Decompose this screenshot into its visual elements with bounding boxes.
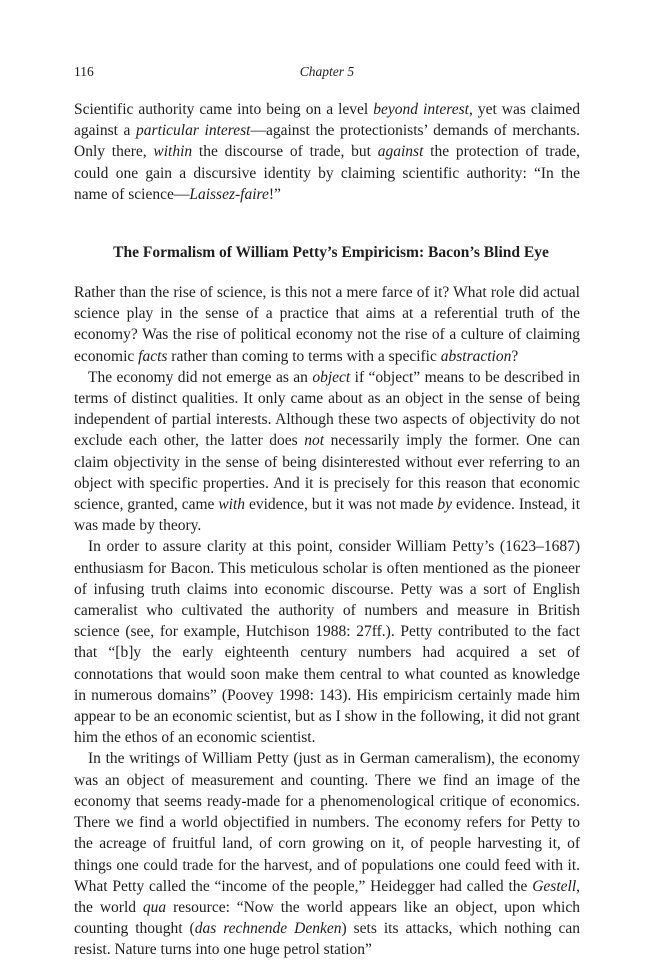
italic-emphasis: with — [218, 496, 246, 514]
body-text — [74, 99, 580, 961]
italic-emphasis: Gestell — [532, 877, 577, 895]
section-heading: The Formalism of William Petty’s Empiricism: Bacon’s Blind Eye — [113, 244, 549, 262]
italic-emphasis: qua — [142, 898, 167, 916]
page-number: 116 — [74, 64, 94, 79]
italic-emphasis: object — [312, 368, 351, 386]
italic-emphasis: by — [437, 496, 453, 514]
section-paragraph-2: The economy did not emerge as an object if “object” means to be described in terms of distinct qualities. It only came about as an object in the sense of being independent of partial interests. Although these two aspects of objectivity do not exclude each other, the latter does not necessarily imply the former. One can claim objectivity in the sense of being disinterested without ever referring to an object with specific properties. And it is precisely for this reason that economic science, granted, came with evidence, but it was not made by evidence. Instead, it was made by theory. — [74, 368, 580, 535]
italic-emphasis: not — [304, 432, 325, 450]
italic-emphasis: within — [153, 143, 193, 161]
italic-emphasis: abstraction — [440, 347, 512, 365]
italic-emphasis: facts — [138, 347, 168, 365]
running-head — [74, 62, 580, 82]
chapter-title: Chapter 5 — [299, 64, 355, 79]
italic-emphasis: against — [377, 143, 424, 161]
intro-paragraph: Scientific authority came into being on a level beyond interest, yet was claimed against a particular interest—against the protectionists’ demands of merchants. Only there, within the discourse of trade, but against the protection of trade, could one gain a discursive identity by claiming scientific authority: “In the name of science—Laissez-faire!” — [74, 101, 580, 203]
italic-emphasis: beyond interest — [373, 101, 469, 118]
section-paragraph-1: Rather than the rise of science, is this not a mere farce of it? What role did actual science play in the sense of a practice that aims at a referential truth of the economy? Was the rise of political economy not the rise of a culture of claiming economic facts rather than coming to terms with a specific abstraction? — [74, 284, 580, 365]
italic-emphasis: das rechnende Denken — [194, 920, 342, 938]
section-paragraph-3: In order to assure clarity at this point, consider William Petty’s (1623–1687) enthusiasm for Bacon. This meticulous scholar is often mentioned as the pioneer of infusing truth claims into economic discourse. Petty was a sort of English cameralist who cultivated the authority of numbers and measure in British science (see, for example, Hutchison 1988: 27ff.). Petty contributed to the fact that “[b]y the early eighteenth century numbers had acquired a set of connotations that would soon make them central to what counted as knowledge in numerous domains” (Poovey 1998: 143). His empiricism certainly made him appear to be an economic scientist, but as I show in the following, it did not grant him the ethos of an economic scientist. — [74, 538, 580, 747]
italic-emphasis: particular interest — [136, 122, 251, 140]
italic-emphasis: Laissez-faire — [189, 185, 269, 203]
section-paragraph-4: In the writings of William Petty (just as in German cameralism), the economy was an object of measurement and counting. There we find an image of the economy that seems ready-made for a phenomenological critique of economics. There we find a world objectified in numbers. The economy refers for Petty to the acreage of fruitful land, of corn growing on it, of people harvesting it, of things one could trade for the harvest, and of populations one could feed with it. What Petty called the “income of the people,” Heidegger had called the Gestell, the world qua resource: “Now the world appears like an object, upon which counting thought (das rechnende Denken) sets its attacks, which nothing can resist. Nature turns into one huge petrol station” — [74, 750, 580, 959]
